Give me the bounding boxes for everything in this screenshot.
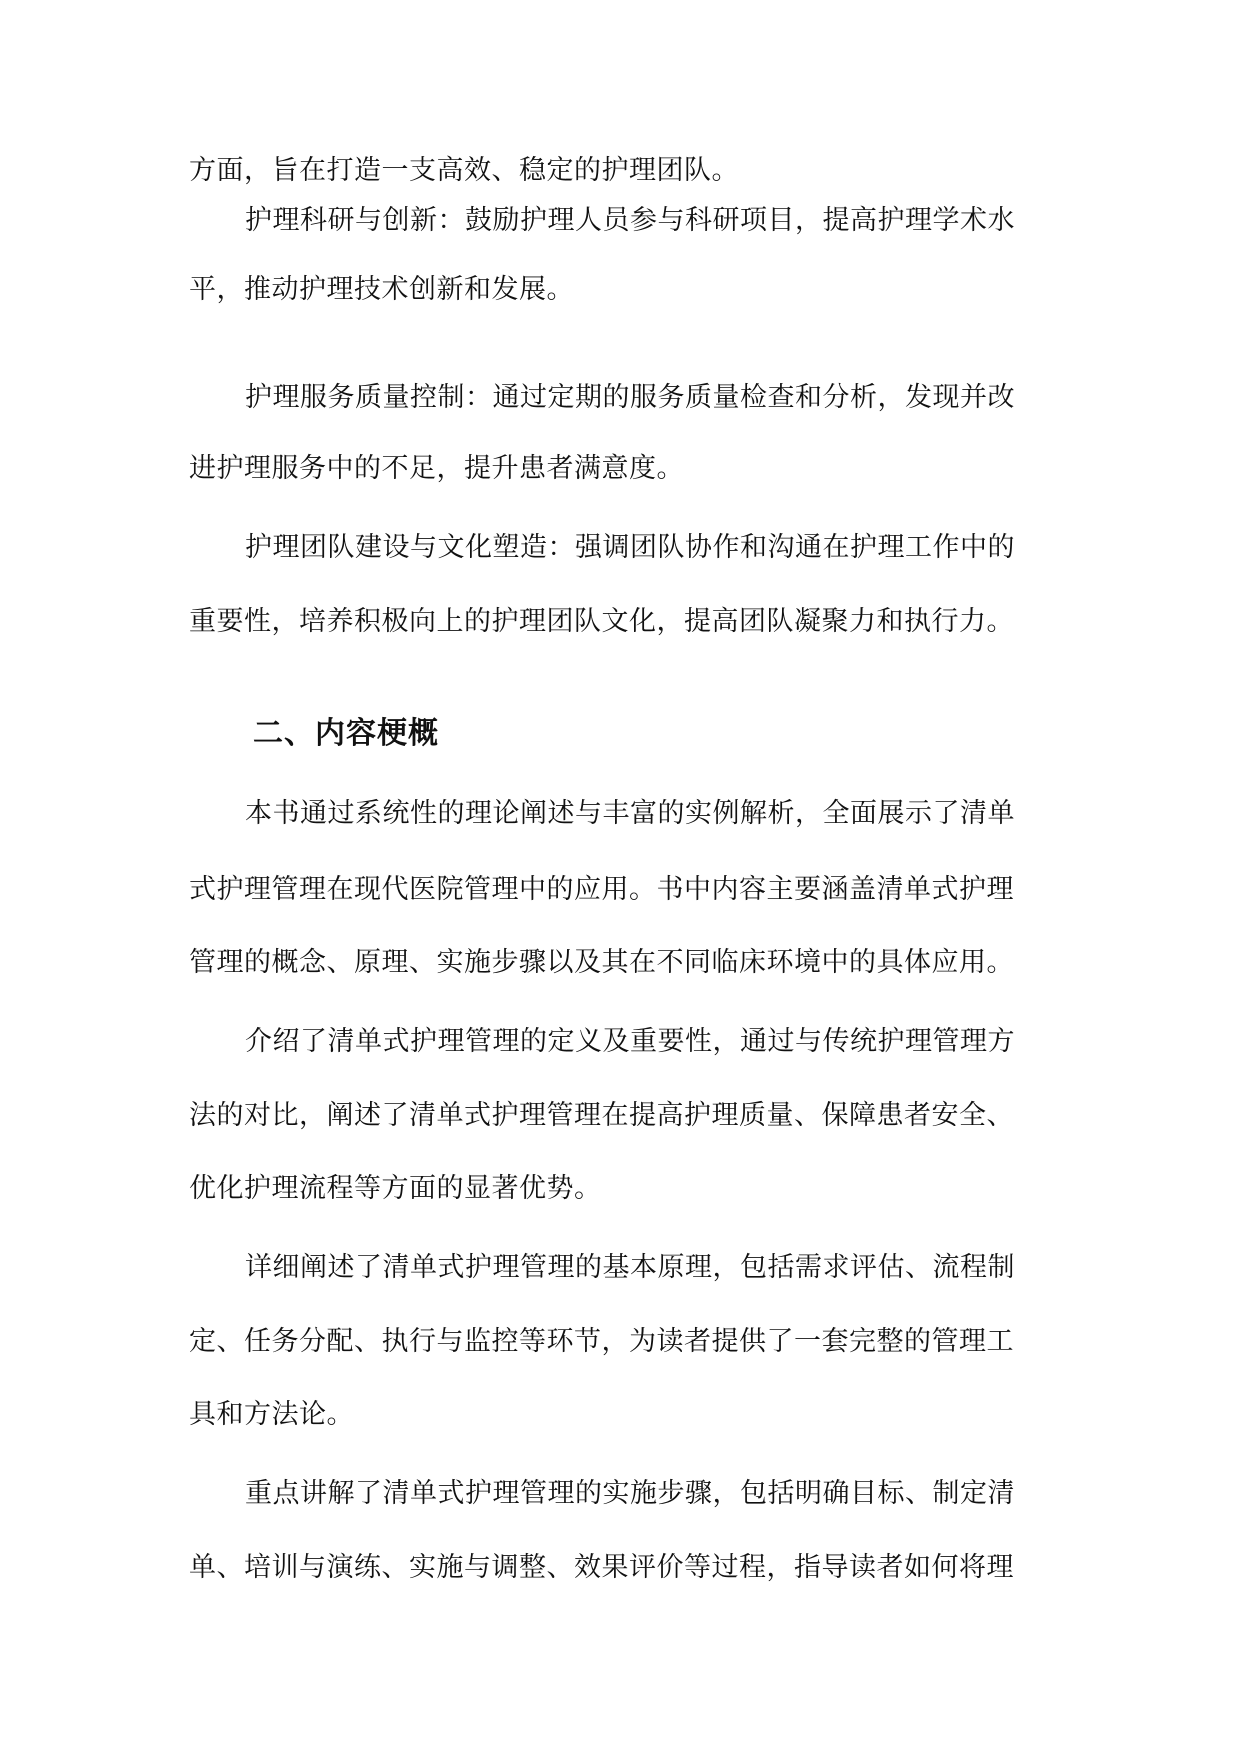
paragraph-line: 平，推动护理技术创新和发展。 <box>189 274 574 305</box>
paragraph-line: 详细阐述了清单式护理管理的基本原理，包括需求评估、流程制 <box>245 1252 1015 1283</box>
paragraph-line: 管理的概念、原理、实施步骤以及其在不同临床环境中的具体应用。 <box>189 947 1014 978</box>
paragraph-line: 进护理服务中的不足，提升患者满意度。 <box>189 453 684 484</box>
paragraph-line: 单、培训与演练、实施与调整、效果评价等过程，指导读者如何将理 <box>189 1552 1014 1583</box>
section-heading: 二、内容梗概 <box>253 716 439 751</box>
paragraph-line: 定、任务分配、执行与监控等环节，为读者提供了一套完整的管理工 <box>189 1326 1014 1357</box>
paragraph-line: 具和方法论。 <box>189 1399 354 1430</box>
paragraph-line: 介绍了清单式护理管理的定义及重要性，通过与传统护理管理方 <box>245 1026 1015 1057</box>
paragraph-line: 重点讲解了清单式护理管理的实施步骤，包括明确目标、制定清 <box>245 1478 1015 1509</box>
paragraph-line: 法的对比，阐述了清单式护理管理在提高护理质量、保障患者安全、 <box>189 1100 1014 1131</box>
paragraph-line: 重要性，培养积极向上的护理团队文化，提高团队凝聚力和执行力。 <box>189 606 1014 637</box>
paragraph-line: 护理服务质量控制：通过定期的服务质量检查和分析，发现并改 <box>245 382 1015 413</box>
paragraph-line: 优化护理流程等方面的显著优势。 <box>189 1173 602 1204</box>
paragraph-line: 护理团队建设与文化塑造：强调团队协作和沟通在护理工作中的 <box>245 532 1015 563</box>
paragraph-line: 本书通过系统性的理论阐述与丰富的实例解析，全面展示了清单 <box>245 798 1015 829</box>
paragraph-line: 式护理管理在现代医院管理中的应用。书中内容主要涵盖清单式护理 <box>189 874 1014 905</box>
paragraph-line: 护理科研与创新：鼓励护理人员参与科研项目，提高护理学术水 <box>245 205 1015 236</box>
paragraph-line: 方面，旨在打造一支高效、稳定的护理团队。 <box>189 155 739 186</box>
